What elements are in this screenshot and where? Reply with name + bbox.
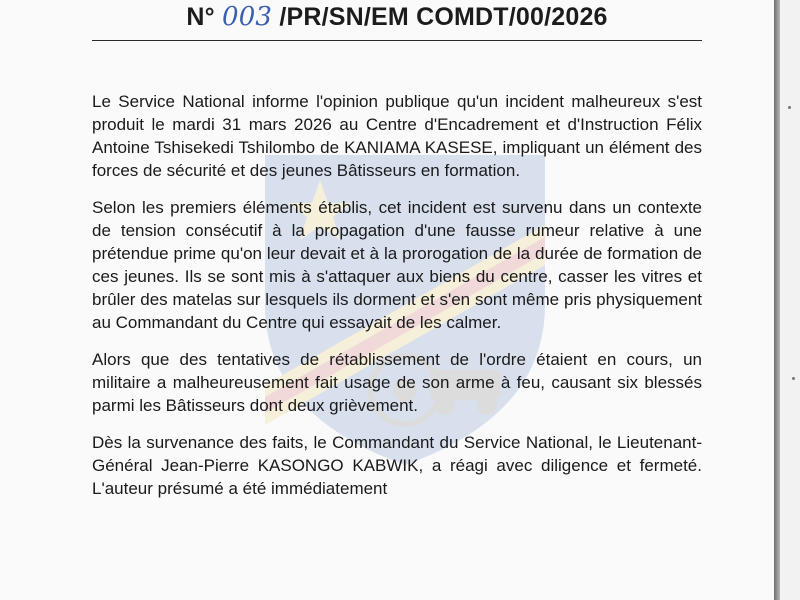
reference-prefix: N°: [186, 3, 215, 31]
document-reference-number: [92, 2, 702, 32]
paragraph-context: Selon les premiers éléments établis, cet incident est survenu dans un contexte de tension consécutif à la propagation d'une fausse rumeur relative à une prétendue prime qu'on leur devait et à la prorogation de la durée de formation de ces jeunes. Ils se sont mis à s'attaquer aux biens du centre, casser les vitres et brûler des matelas sur lesquels ils dorment et s'en sont même pris physiquement au Commandant du Centre qui essayait de les calmer.: [92, 198, 702, 332]
paragraph-response: Dès la survenance des faits, le Commandant du Service National, le Lieutenant-Général Jean-Pierre KASONGO KABWIK, a réagi avec diligence et fermeté. L'auteur présumé a été immédiatement: [92, 433, 702, 498]
scan-speck: [792, 377, 795, 380]
reference-suffix: /PR/SN/EM COMDT/00/2026: [279, 3, 608, 31]
scan-background: [780, 0, 800, 600]
paragraph-shooting: Alors que des tentatives de rétablissement de l'ordre étaient en cours, un militaire a malheureusement fait usage de son arme à feu, causant six blessés parmi les Bâtisseurs dont deux grièvement.: [92, 350, 702, 415]
reference-underline: [92, 40, 702, 41]
paragraph-incident-report: Le Service National informe l'opinion publique qu'un incident malheureux s'est produit le mardi 31 mars 2026 au Centre d'Encadrement et d'Instruction Félix Antoine Tshisekedi Tshilombo de KANIAMA KASESE, impliquant un élément des forces de sécurité et des jeunes Bâtisseurs en formation.: [92, 92, 702, 180]
scan-speck: [788, 106, 791, 109]
communique-body: [92, 90, 702, 514]
handwritten-reference-number: 003: [221, 2, 273, 32]
